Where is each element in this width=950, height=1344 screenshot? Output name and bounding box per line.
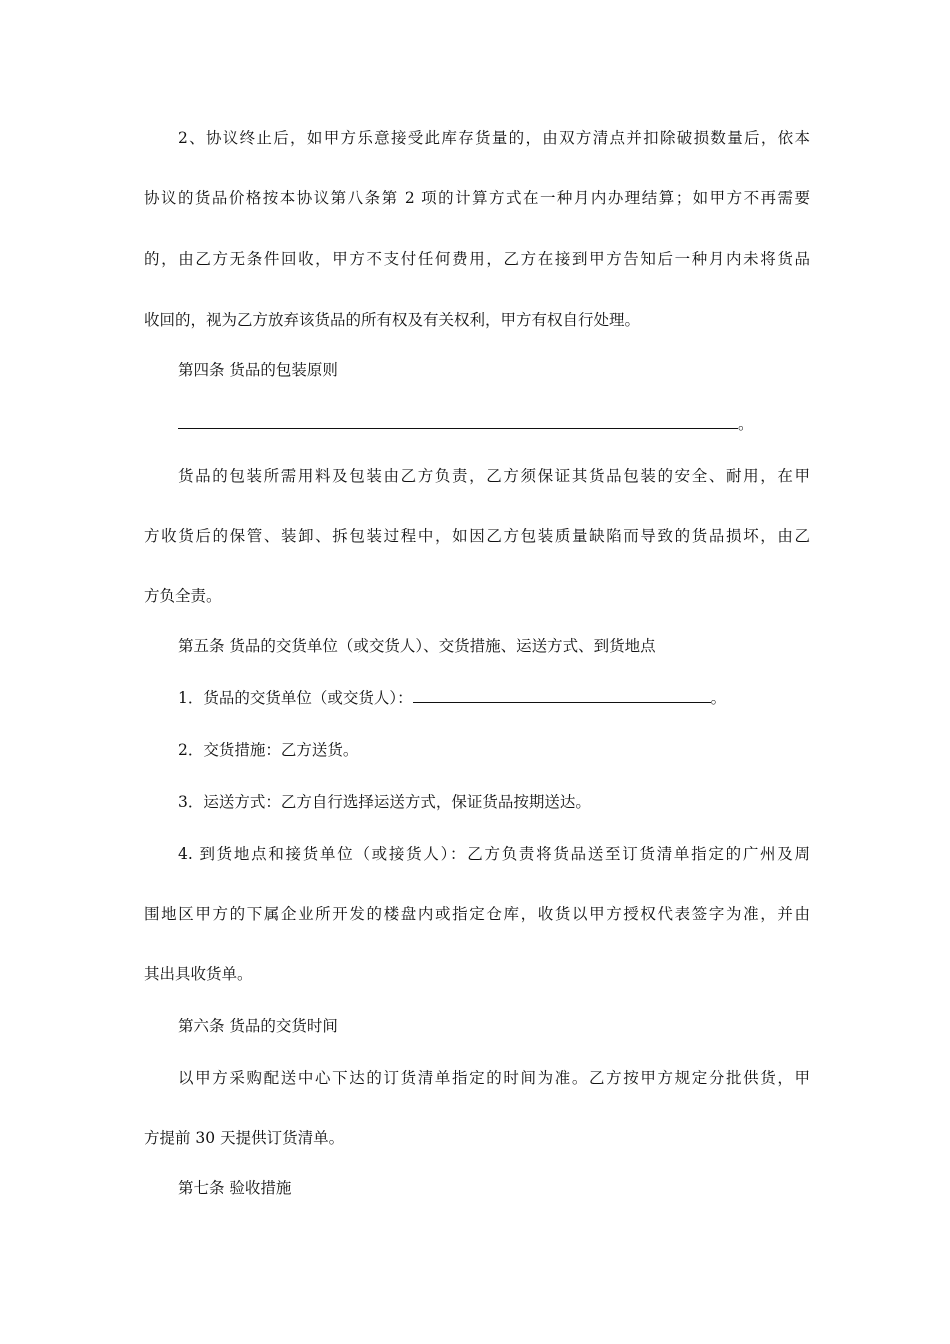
section-heading: 第六条 货品的交货时间 xyxy=(178,1017,338,1035)
period: 。 xyxy=(738,415,754,433)
paragraph-line: 的，由乙方无条件回收，甲方不支付任何费用，乙方在接到甲方告知后一种月内未将货品 xyxy=(144,250,810,268)
fill-in-blank[interactable] xyxy=(178,412,738,429)
paragraph-line: 协议的货品价格按本协议第八条第 2 项的计算方式在一种月内办理结算；如甲方不再需要 xyxy=(144,189,810,207)
paragraph-line: 4. 到货地点和接货单位（或接货人）：乙方负责将货品送至订货清单指定的广州及周 xyxy=(178,845,810,863)
paragraph-line: 其出具收货单。 xyxy=(144,965,253,983)
list-item-label: 1．货品的交货单位（或交货人）： xyxy=(178,689,413,707)
paragraph-line: 收回的，视为乙方放弃该货品的所有权及有关权利，甲方有权自行处理。 xyxy=(144,311,641,329)
paragraph-line: 2、协议终止后，如甲方乐意接受此库存货量的，由双方清点并扣除破损数量后，依本 xyxy=(178,129,810,147)
paragraph-line: 围地区甲方的下属企业所开发的楼盘内或指定仓库，收货以甲方授权代表签字为准，并由 xyxy=(144,905,810,923)
section-heading: 第五条 货品的交货单位（或交货人）、交货措施、运送方式、到货地点 xyxy=(178,637,656,655)
list-item: 3．运送方式：乙方自行选择运送方式，保证货品按期送达。 xyxy=(178,793,591,811)
fill-in-blank[interactable] xyxy=(413,686,711,703)
paragraph-line: 货品的包装所需用料及包装由乙方负责，乙方须保证其货品包装的安全、耐用，在甲 xyxy=(178,467,810,485)
list-item: 2．交货措施：乙方送货。 xyxy=(178,741,359,759)
blank-line xyxy=(178,412,810,436)
paragraph-line: 方负全责。 xyxy=(144,587,222,605)
paragraph-line: 方提前 30 天提供订货清单。 xyxy=(144,1129,345,1147)
period: 。 xyxy=(710,689,727,707)
section-heading: 第七条 验收措施 xyxy=(178,1179,292,1197)
list-item xyxy=(178,686,810,710)
paragraph-line: 方收货后的保管、装卸、拆包装过程中，如因乙方包装质量缺陷而导致的货品损坏，由乙 xyxy=(144,527,810,545)
section-heading: 第四条 货品的包装原则 xyxy=(178,361,338,379)
paragraph-line: 以甲方采购配送中心下达的订货清单指定的时间为准。乙方按甲方规定分批供货，甲 xyxy=(178,1069,810,1087)
